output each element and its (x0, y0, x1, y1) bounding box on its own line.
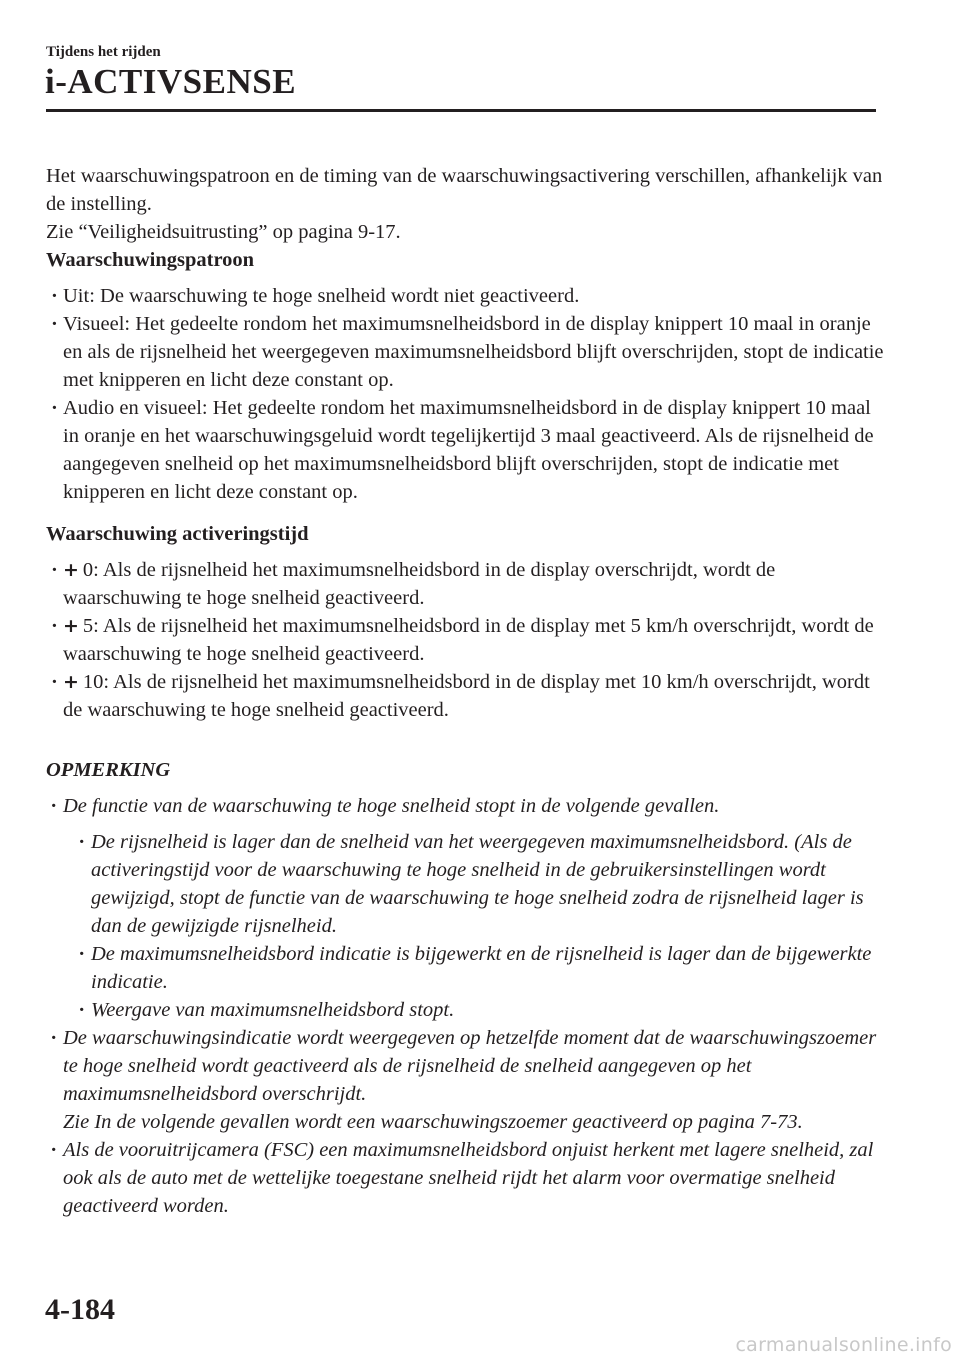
watermark: carmanualsonline.info (735, 1334, 952, 1356)
note-item-stop-conditions (46, 792, 886, 1024)
page-number: 4-184 (45, 1293, 115, 1326)
intro-reference: Zie “Veiligheidsuitrusting” op pagina 9-17. (46, 221, 401, 243)
timing-item-5 (46, 612, 886, 668)
intro-paragraph: Het waarschuwingspatroon en de timing van de waarschuwingsactivering verschillen, afhankelijk van de instelling. (46, 165, 883, 215)
page-title: i-ACTIVSENSE (45, 62, 297, 101)
pattern-item-audio-visual: · Audio en visueel: Het gedeelte rondom het maximumsnelheidsbord in de display knippert 10 maal in oranje en het waarschuwingsgeluid wordt tegelijkertijd 3 maal geactiveerd. Als de rijsnelheid de aangegeven snelheid op het maximumsnelheidsbord blijft overschrijden, stopt de indicatie met knipperen en licht deze constant op. (46, 394, 886, 506)
note-item-indication (46, 1024, 886, 1136)
timing-item-text: 0: Als de rijsnelheid het maximumsnelheidsbord in de display overschrijdt, wordt de waarschuwing te hoge snelheid geactiveerd. (63, 559, 776, 609)
timing-list (46, 556, 886, 724)
note-item-text: De functie van de waarschuwing te hoge snelheid stopt in de volgende gevallen. (63, 795, 720, 817)
pattern-list (46, 282, 886, 506)
timing-item-text: 5: Als de rijsnelheid het maximumsnelheidsbord in de display met 5 km/h overschrijdt, wordt de waarschuwing te hoge snelheid geactiveerd. (63, 615, 874, 665)
timing-item-0 (46, 556, 886, 612)
section-label: Tijdens het rijden (46, 44, 161, 60)
header-divider (46, 109, 876, 112)
pattern-item-off: · Uit: De waarschuwing te hoge snelheid wordt niet geactiveerd. (46, 282, 886, 310)
timing-item-10 (46, 668, 886, 724)
pattern-heading: Waarschuwingspatroon (46, 249, 255, 271)
note-sublist (63, 828, 886, 1024)
pattern-item-visual: · Visueel: Het gedeelte rondom het maximumsnelheidsbord in de display knippert 10 maal in oranje en als de rijsnelheid het weergegeven maximumsnelheidsbord blijft overschrijden, stopt de indicatie met knipperen en licht deze constant op. (46, 310, 886, 394)
note-subitem: · De rijsnelheid is lager dan de snelheid van het weergegeven maximumsnelheidsbord. (Als de activeringstijd voor de waarschuwing te hoge snelheid in de gebruikersinstellingen wordt gewijzigd, stopt de functie van de waarschuwing te hoge snelheid zodra de rijsnelheid lager is dan de gewijzigde rijsnelheid. (74, 828, 886, 940)
note-item-text: De waarschuwingsindicatie wordt weergegeven op hetzelfde moment dat de waarschuwingszoemer te hoge snelheid wordt geactiveerd als de rijsnelheid de snelheid aangegeven op het maximumsnelheidsbord overschrijdt. (63, 1027, 877, 1105)
note-subitem: · Weergave van maximumsnelheidsbord stopt. (74, 996, 886, 1024)
timing-item-text: 10: Als de rijsnelheid het maximumsnelheidsbord in de display met 10 km/h overschrijdt, wordt de waarschuwing te hoge snelheid geactiveerd. (63, 671, 870, 721)
plus-icon: + (63, 615, 79, 637)
note-item-camera: · Als de vooruitrijcamera (FSC) een maximumsnelheidsbord onjuist herkent met lagere snelheid, zal ook als de auto met de wettelijke toegestane snelheid rijdt het alarm voor overmatige snelheid geactiveerd worden. (46, 1136, 886, 1220)
page-content (46, 162, 886, 1220)
plus-icon: + (63, 671, 79, 693)
note-heading: OPMERKING (46, 759, 171, 781)
plus-icon: + (63, 559, 79, 581)
note-subitem: · De maximumsnelheidsbord indicatie is bijgewerkt en de rijsnelheid is lager dan de bijgewerkte indicatie. (74, 940, 886, 996)
note-item-reference: Zie In de volgende gevallen wordt een waarschuwingszoemer geactiveerd op pagina 7-73. (63, 1111, 803, 1133)
note-list (46, 792, 886, 1220)
timing-heading: Waarschuwing activeringstijd (46, 523, 309, 545)
